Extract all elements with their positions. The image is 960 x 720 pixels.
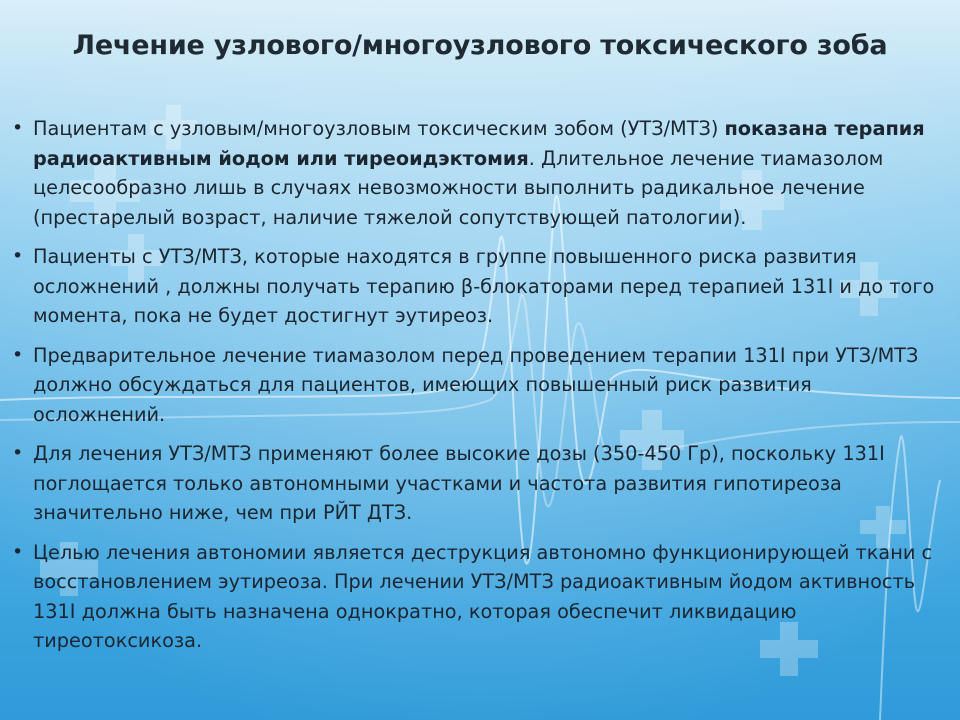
bullet-text-bold: показана терапия радиоактивным йодом или тиреоидэктомия — [33, 117, 925, 170]
slide-title: Лечение узлового/многоузлового токсического зоба — [72, 30, 888, 61]
list-item — [10, 439, 940, 528]
bullet-text: Для лечения УТЗ/МТЗ применяют более высокие дозы (350-450 Гр), поскольку 131I поглощается только автономными участками и частота развития гипотиреоза значительно ниже, чем при РЙТ ДТЗ. — [33, 442, 885, 524]
bullet-text-pre: Пациентам с узловым/многоузловым токсическим зобом (УТЗ/МТЗ) — [33, 117, 725, 140]
bullet-text: Целью лечения автономии является деструкция автономно функционирующей ткани с восстановлением эутиреоза. При лечении УТЗ/МТЗ радиоактивным йодом активность 131I должна быть назначена однократно, которая обеспечит ликвидацию тиреотоксикоза. — [33, 540, 933, 652]
bullet-text: Предварительное лечение тиамазолом перед проведением терапии 131I при УТЗ/МТЗ должно обсуждаться для пациентов, имеющих повышенный риск развития осложнений. — [33, 343, 919, 426]
list-item — [10, 341, 940, 430]
bullet-list — [10, 114, 940, 666]
bullet-icon: • — [12, 540, 24, 563]
list-item — [10, 538, 940, 656]
bullet-icon: • — [12, 117, 24, 139]
bullet-icon: • — [12, 442, 24, 464]
bullet-icon: • — [12, 343, 24, 366]
list-item — [10, 114, 940, 232]
bullet-icon: • — [12, 245, 24, 267]
bullet-text-post: . Длительное лечение тиамазолом целесообразно лишь в случаях невозможности выполнить радикальное лечение (престарелый возраст, наличие тяжелой сопутствующей патологии). — [33, 146, 884, 229]
bullet-text: Пациенты с УТЗ/МТЗ, которые находятся в группе повышенного риска развития осложнений , должны получать терапию β-блокаторами перед терапией 131I и до того момента, пока не будет достигнут эутиреоз. — [33, 245, 935, 327]
list-item — [10, 242, 940, 331]
